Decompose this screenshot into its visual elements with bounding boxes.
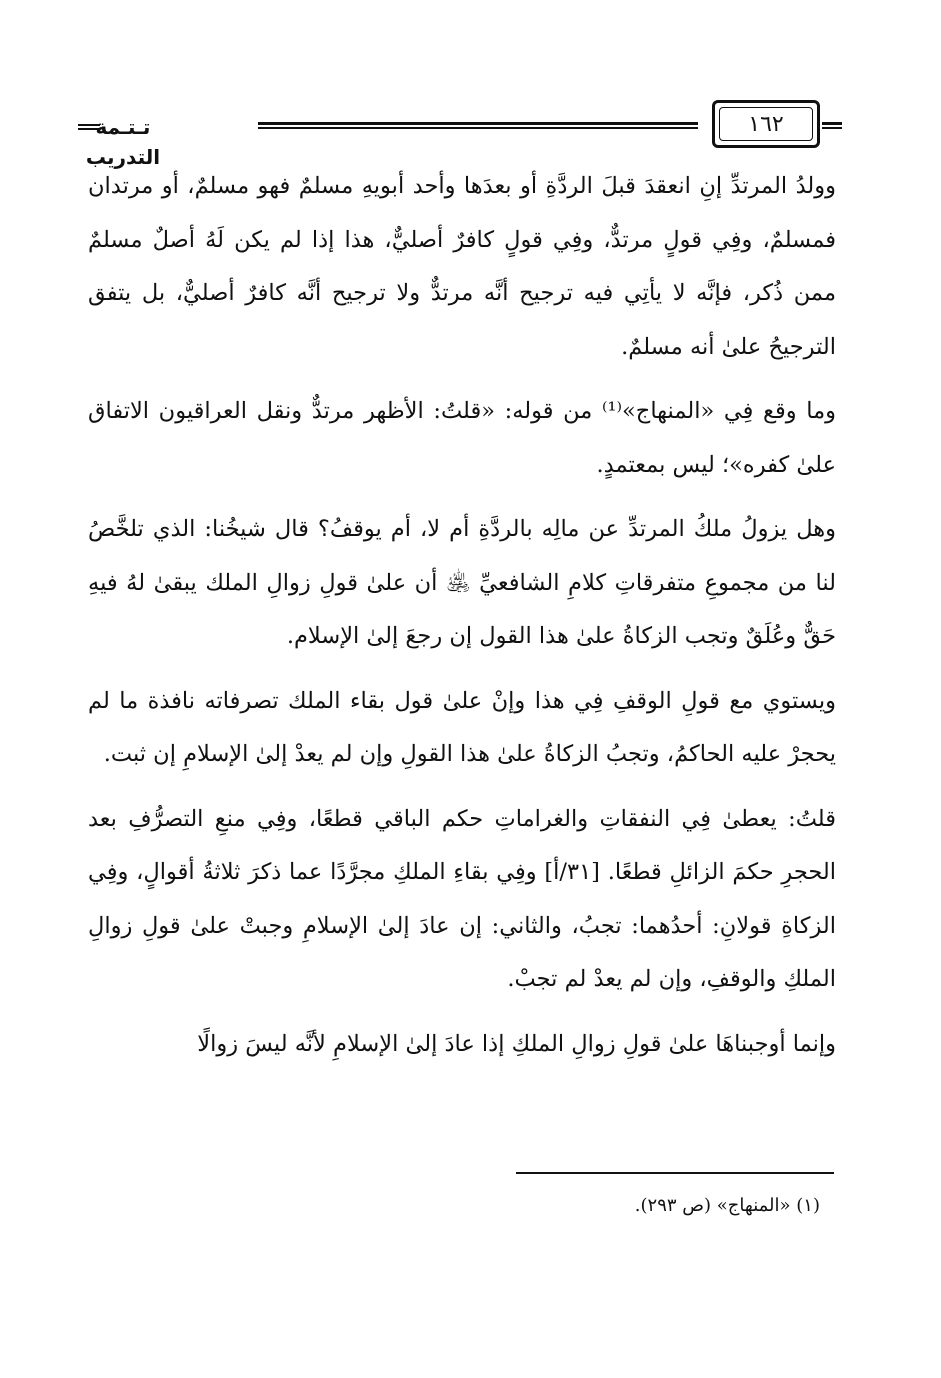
main-text — [88, 160, 836, 1082]
paragraph: قلتُ: يعطىٰ فِي النفقاتِ والغراماتِ حكم الباقي قطعًا، وفِي منعِ التصرُّفِ بعد الحجرِ حكمَ الزائلِ قطعًا. [٣١/أ] وفِي بقاءِ الملكِ مجرَّدًا عما ذكرَ ثلاثةُ أقوالٍ، وفِي الزكاةِ قولانِ: أحدُهما: تجبُ، والثاني: إن عادَ إلىٰ الإسلامِ وجبتْ علىٰ قولِ زوالِ الملكِ والوقفِ، وإن لم يعدْ لم تجبْ. — [88, 805, 836, 992]
paragraph: وما وقع فِي «المنهاج»⁽¹⁾ من قوله: «قلتُ: الأظهر مرتدٌّ ونقل العراقيون الاتفاق علىٰ كفره»؛ ليس بمعتمدٍ. — [88, 398, 836, 478]
header-rule — [258, 122, 698, 129]
paragraph: وولدُ المرتدِّ إنِ انعقدَ قبلَ الردَّةِ أو بعدَها وأحد أبويهِ مسلمٌ فهو مسلمٌ، أو مرتدان فمسلمٌ، وفِي قولٍ مرتدٌّ، وفِي قولٍ كافرٌ أصليٌّ، هذا إذا لم يكن لَهُ أصلٌ مسلمٌ ممن ذُكر، فإنَّه لا يأتِي فيه ترجيح أنَّه مرتدٌّ ولا ترجيح أنَّه كافرٌ أصليٌّ، بل يتفق الترجيحُ علىٰ أنه مسلمٌ. — [88, 173, 836, 360]
header-dash-right — [822, 122, 842, 129]
running-title: تـتـمة التدريب — [85, 115, 161, 169]
page-number-frame — [712, 100, 820, 148]
paragraph: وهل يزولُ ملكُ المرتدِّ عن مالِه بالردَّةِ أم لا، أم يوقفُ؟ قال شيخُنا: الذي تلخَّصُ لنا من مجموعِ متفرقاتِ كلامِ الشافعيِّ ﵁ أن علىٰ قولِ زوالِ الملك يبقىٰ لهُ فيهِ حَقٌّ وعُلَقٌ وتجب الزكاةُ علىٰ هذا القول إن رجعَ إلىٰ الإسلام. — [88, 516, 836, 649]
paragraph: وإنما أوجبناهَا علىٰ قولِ زوالِ الملكِ إذا عادَ إلىٰ الإسلامِ لأنَّه ليسَ زوالًا — [197, 1030, 836, 1057]
paragraph: ويستوي مع قولِ الوقفِ فِي هذا وإنْ علىٰ قول بقاء الملك تصرفاته نافذة ما لم يحجرْ عليه الحاكمُ، وتجبُ الزكاةُ علىٰ هذا القولِ وإن لم يعدْ إلىٰ الإسلامِ إن ثبت. — [88, 687, 836, 767]
footnote-rule — [516, 1172, 834, 1174]
page-number: ١٦٢ — [719, 107, 813, 141]
footnote: (١) «المنهاج» (ص ٢٩٣). — [634, 1195, 820, 1216]
